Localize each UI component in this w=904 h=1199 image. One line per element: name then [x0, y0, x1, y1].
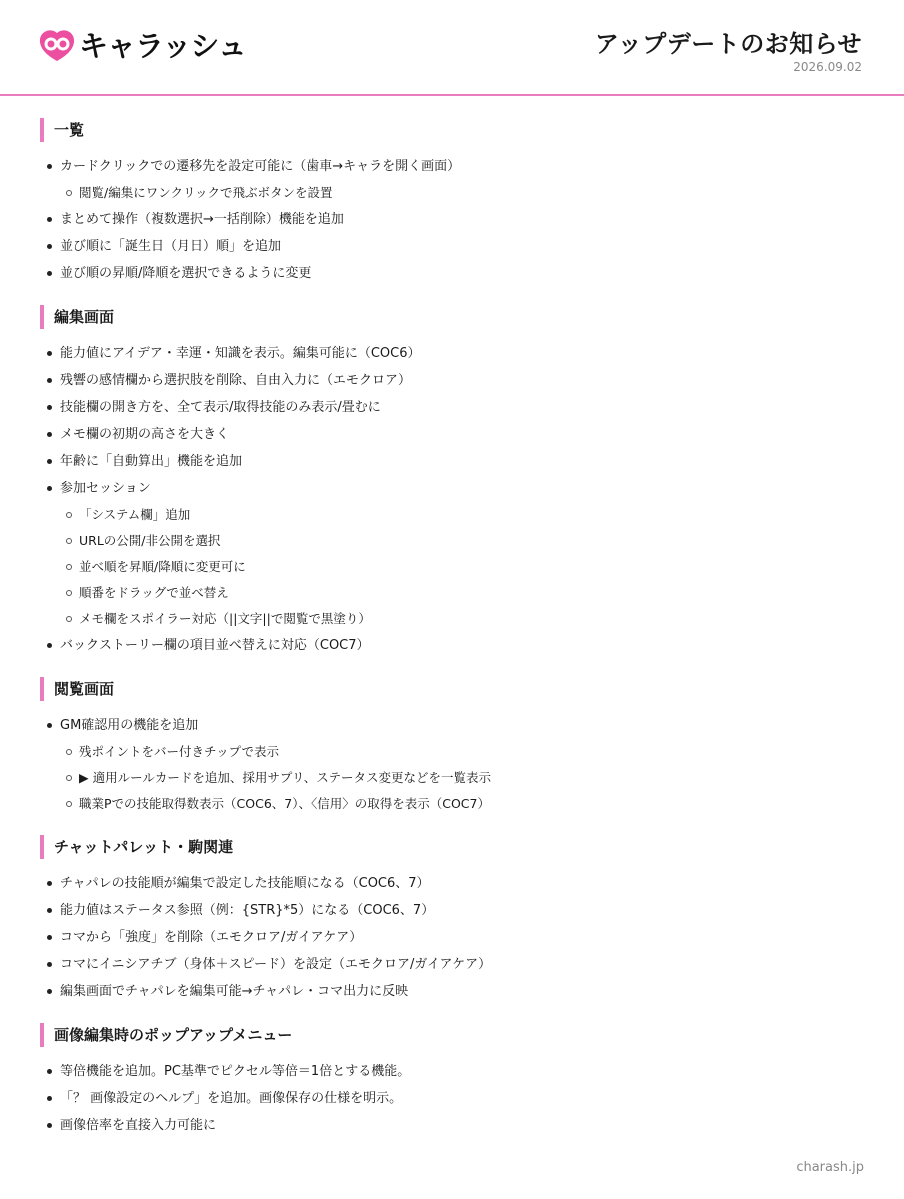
list-item: 参加セッション	[40, 475, 870, 502]
section	[40, 835, 870, 1005]
list-item: 能力値はステータス参照（例：{STR}*5）になる（COC6、7）	[40, 897, 870, 924]
sub-list-item: 閲覧/編集にワンクリックで飛ぶボタンを設置	[40, 180, 870, 206]
update-date: 2026.09.02	[793, 60, 862, 74]
sub-list-item: 職業Pでの技能取得数表示（COC6、7）、〈信用〉の取得を表示（COC7）	[40, 791, 870, 817]
section	[40, 1023, 870, 1139]
list-item: カードクリックでの遷移先を設定可能に（歯車→キャラを開く画面）	[40, 153, 870, 180]
site-url: charash.jp	[796, 1160, 864, 1175]
sub-list-item: メモ欄をスポイラー対応（||文字||で閲覧で黒塗り）	[40, 606, 870, 632]
charash-logo-icon	[38, 29, 76, 63]
list-item: 並び順に「誕生日（月日）順」を追加	[40, 233, 870, 260]
section	[40, 118, 870, 287]
list-item: コマから「強度」を削除（エモクロア/ガイアケア）	[40, 924, 870, 951]
logo-text: キャラッシュ	[79, 29, 246, 63]
sub-list-item: URLの公開/非公開を選択	[40, 528, 870, 554]
list-item: チャパレの技能順が編集で設定した技能順になる（COC6、7）	[40, 870, 870, 897]
section	[40, 677, 870, 817]
section-heading: チャットパレット・駒関連	[40, 835, 870, 859]
list-item: 技能欄の開き方を、全て表示/取得技能のみ表示/畳むに	[40, 394, 870, 421]
page-title: アップデートのお知らせ	[594, 30, 862, 58]
section-heading: 一覧	[40, 118, 870, 142]
page-header	[0, 0, 904, 96]
list-item: 「？ 画像設定のヘルプ」を追加。画像保存の仕様を明示。	[40, 1085, 870, 1112]
sub-list-item: 「システム欄」追加	[40, 502, 870, 528]
section-heading: 閲覧画面	[40, 677, 870, 701]
list-item: まとめて操作（複数選択→一括削除）機能を追加	[40, 206, 870, 233]
list-item: バックストーリー欄の項目並べ替えに対応（COC7）	[40, 632, 870, 659]
list-item: 等倍機能を追加。PC基準でピクセル等倍＝1倍とする機能。	[40, 1058, 870, 1085]
section-heading: 画像編集時のポップアップメニュー	[40, 1023, 870, 1047]
list-item: 編集画面でチャパレを編集可能→チャパレ・コマ出力に反映	[40, 978, 870, 1005]
brand-logo[interactable]	[38, 29, 246, 63]
sub-list-item: 並べ順を昇順/降順に変更可に	[40, 554, 870, 580]
section	[40, 305, 870, 659]
list-item: 並び順の昇順/降順を選択できるように変更	[40, 260, 870, 287]
list-item: コマにイニシアチブ（身体＋スピード）を設定（エモクロア/ガイアケア）	[40, 951, 870, 978]
list-item: 年齢に「自動算出」機能を追加	[40, 448, 870, 475]
header-divider	[0, 94, 904, 96]
section-heading: 編集画面	[40, 305, 870, 329]
list-item: メモ欄の初期の高さを大きく	[40, 421, 870, 448]
update-notes	[40, 118, 870, 1157]
list-item: GM確認用の機能を追加	[40, 712, 870, 739]
list-item: 能力値にアイデア・幸運・知識を表示。編集可能に（COC6）	[40, 340, 870, 367]
list-item: 残響の感情欄から選択肢を削除、自由入力に（エモクロア）	[40, 367, 870, 394]
sub-list-item: 順番をドラッグで並べ替え	[40, 580, 870, 606]
list-item: 画像倍率を直接入力可能に	[40, 1112, 870, 1139]
sub-list-item: 残ポイントをバー付きチップで表示	[40, 739, 870, 765]
sub-list-item: ▶ 適用ルールカードを追加、採用サプリ、ステータス変更などを一覧表示	[40, 765, 870, 791]
